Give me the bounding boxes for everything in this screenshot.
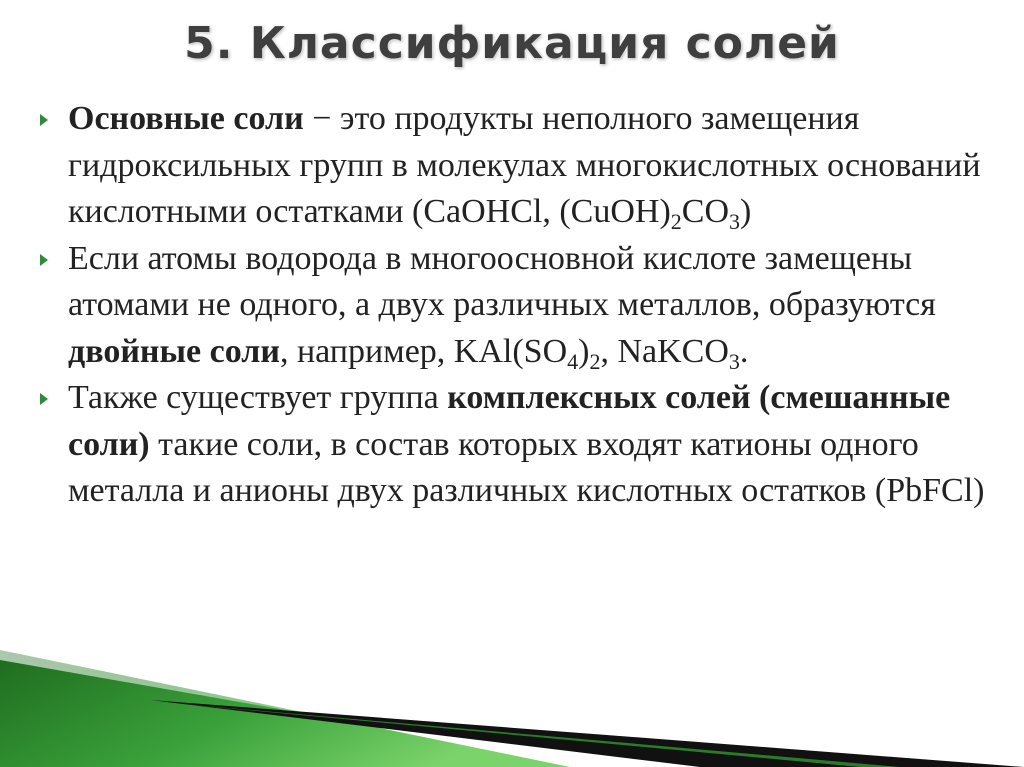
page-title: 5. Классификация солей — [184, 18, 840, 69]
triangle-bullet-icon — [40, 393, 48, 405]
triangle-bullet-icon — [40, 254, 48, 266]
list-item-double-salts: Если атомы водорода в многоосновной кислоте замещены атомами не одного, а двух различных металлов, образуются двойные соли, например, $KAl(SO_4)_2$, NaKCO$_3$. — [30, 236, 1000, 376]
list-item-complex-salts: Также существует группа комплексных солей (смешанные соли) такие соли, в состав которых входят катионы одного металла и анионы двух различных кислотных остатков (PbFCl) — [30, 375, 1000, 515]
term-complex-salts: комплексных солей (смешанные соли) — [68, 379, 951, 463]
bullet-list — [30, 96, 1000, 515]
triangle-bullet-icon — [40, 114, 48, 126]
term-basic-salts: Основные соли — [68, 100, 304, 137]
term-double-salts: двойные соли — [68, 332, 280, 370]
list-item-basic-salts: Основные соли − это продукты неполного замещения гидроксильных групп в молекулах многокислотных оснований кислотными остатками (CaOHCl, $(CuOH)_2CO_3$) — [30, 96, 1000, 236]
